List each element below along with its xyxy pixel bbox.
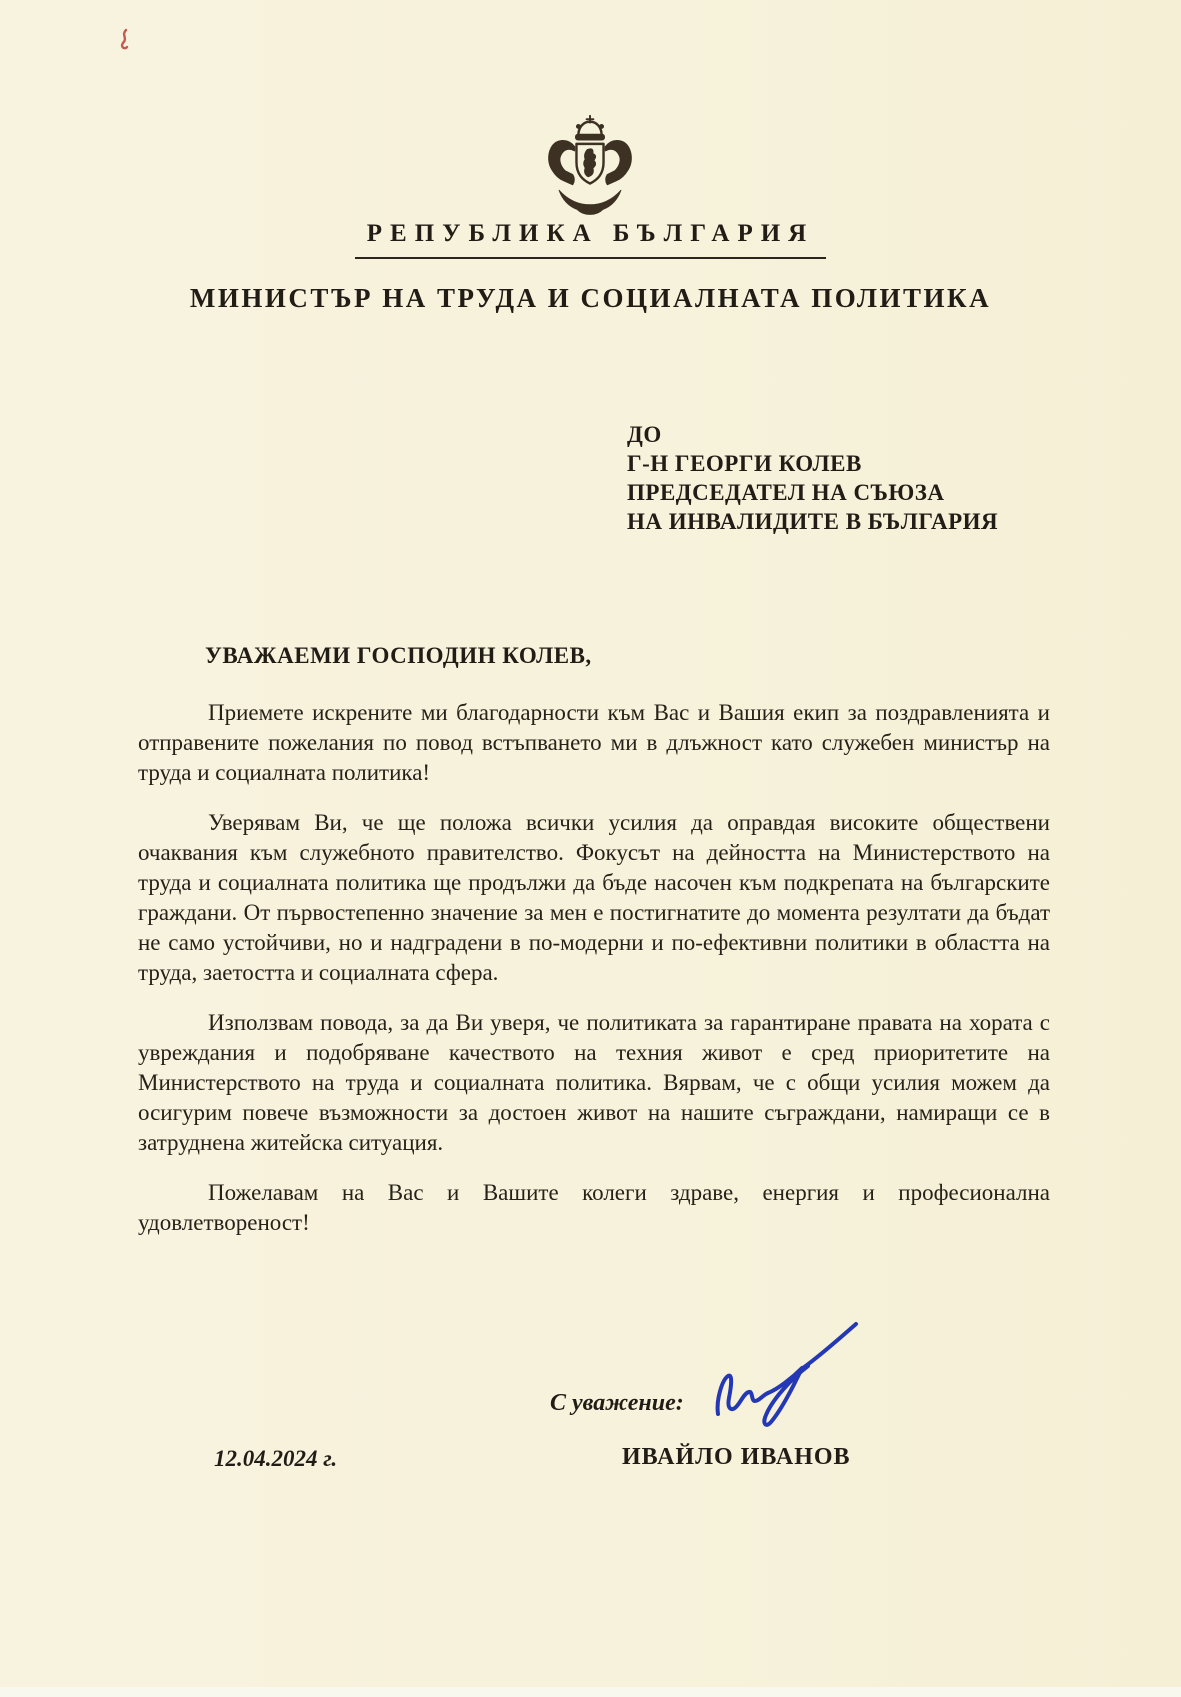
handwritten-signature-icon — [700, 1318, 872, 1450]
republic-title — [0, 220, 1181, 259]
scan-edge-strip — [0, 1687, 1181, 1697]
paragraph-4: Пожелавам на Вас и Вашите колеги здраве, енергия и професионална удовлетвореност! — [138, 1180, 1050, 1235]
signer-name: ИВАЙЛО ИВАНОВ — [622, 1444, 851, 1470]
closing-salutation: С уважение: — [550, 1390, 684, 1416]
letter-body — [138, 698, 1050, 1258]
paragraph-3: Използвам повода, за да Ви уверя, че политиката за гарантиране правата на хората с увреждания и подобряване качеството на техния живот е сред приоритетите на Министерството на труда и социалната политика. Вярвам, че с общи усилия можем да осигурим повече възможности за достоен живот на нашите съграждани, намиращи се в затруднена житейска ситуация. — [138, 1010, 1050, 1155]
bulgaria-coat-of-arms-icon — [532, 112, 648, 226]
paragraph-2: Уверявам Ви, че ще положа всички усилия да оправдая високите обществени очаквания към служебното правителство. Фокусът на дейността на Министерството на труда и социалната политика ще продължи да бъде насочен към подкрепата на българските граждани. От първостепенно значение за мен е постигнатите до момента резултати да бъдат не само устойчиви, но и надградени в по-модерни и по-ефективни политики в областта на труда, заетостта и социалната сфера. — [138, 810, 1050, 985]
red-pen-scan-mark — [116, 28, 134, 52]
recipient-block — [627, 420, 998, 536]
letter-date: 12.04.2024 г. — [214, 1446, 338, 1471]
recipient-line-title2: НА ИНВАЛИДИТЕ В БЪЛГАРИЯ — [627, 509, 999, 534]
paragraph-1: Приемете искрените ми благодарности към Вас и Вашия екип за поздравленията и отправените пожелания по повод встъпването ми в длъжност като служебен министър на труда и социалната политика! — [138, 700, 1050, 785]
recipient-line-to: ДО — [627, 422, 662, 447]
recipient-line-name: Г-Н ГЕОРГИ КОЛЕВ — [627, 451, 862, 476]
republic-title-text: РЕПУБЛИКА БЪЛГАРИЯ — [355, 220, 827, 259]
minister-title: МИНИСТЪР НА ТРУДА И СОЦИАЛНАТА ПОЛИТИКА — [189, 283, 992, 313]
recipient-line-title1: ПРЕДСЕДАТЕЛ НА СЪЮЗА — [627, 480, 945, 505]
salutation: УВАЖАЕМИ ГОСПОДИН КОЛЕВ, — [205, 643, 592, 668]
